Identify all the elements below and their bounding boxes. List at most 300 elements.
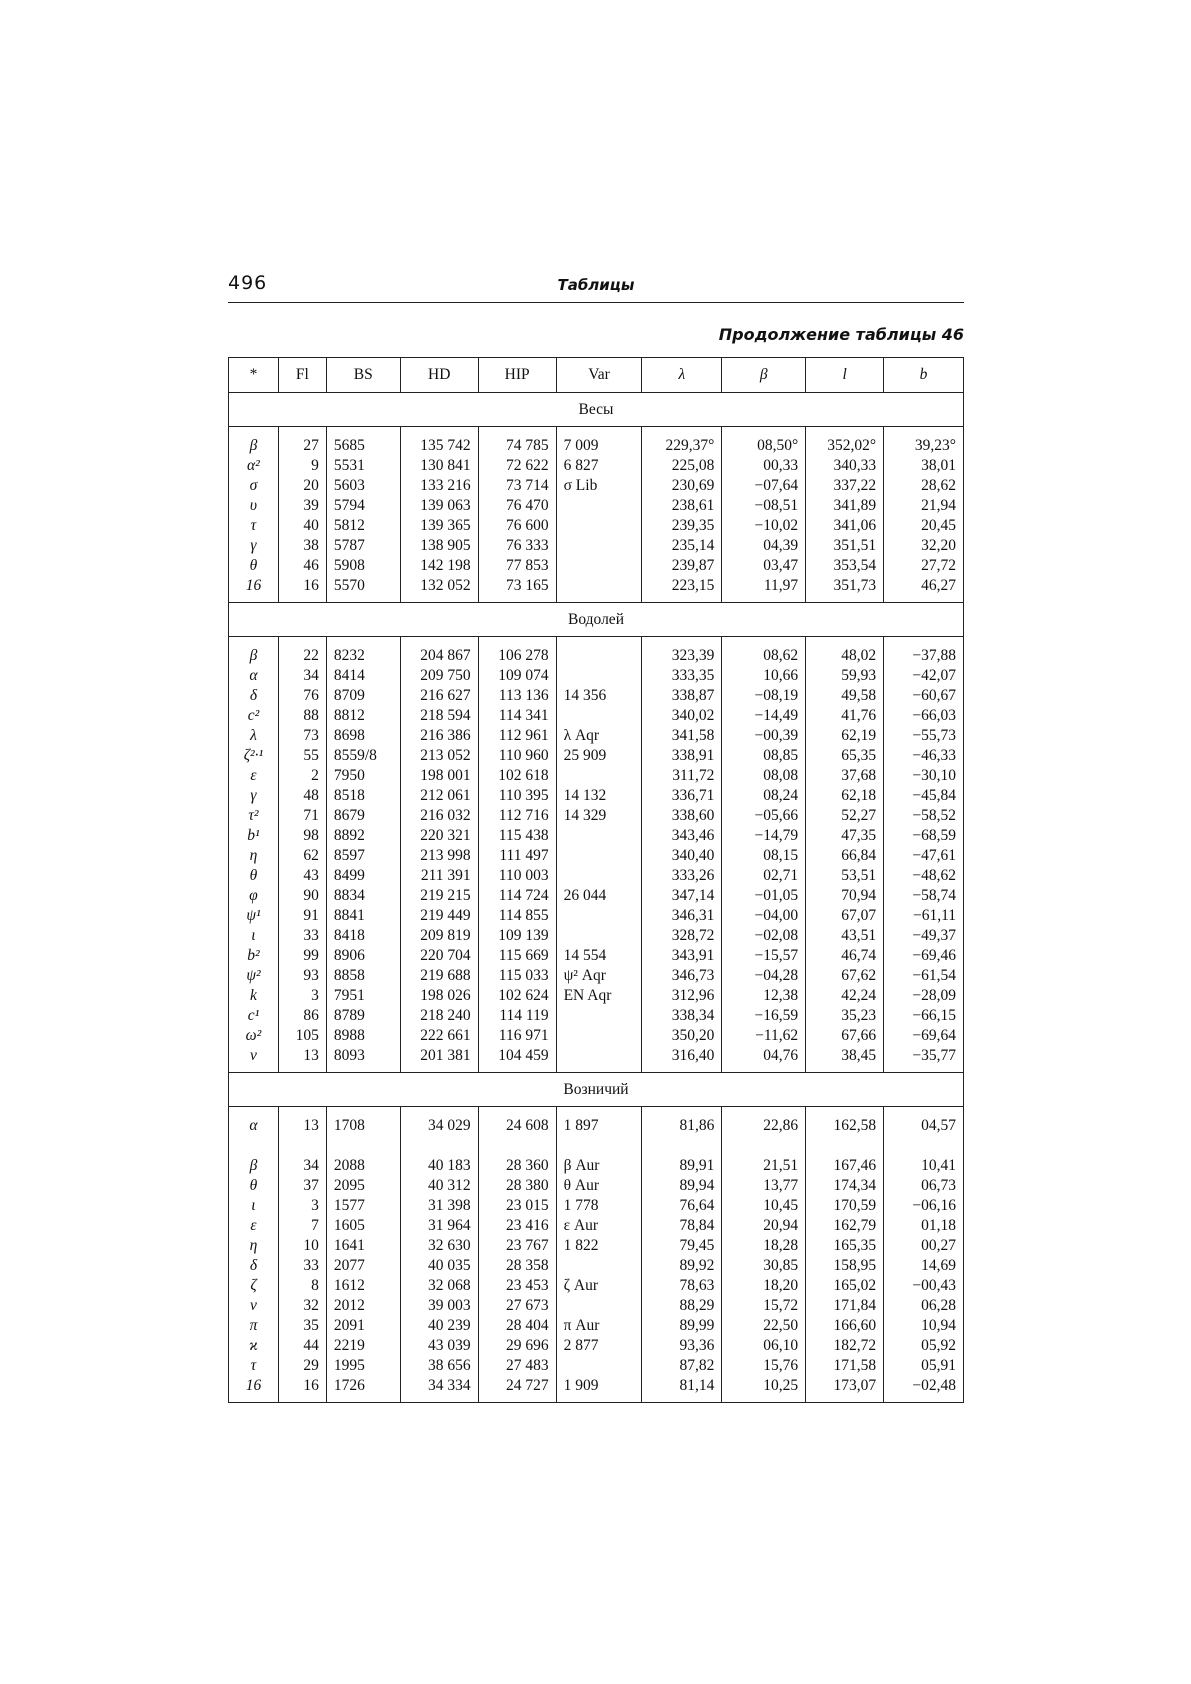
cell-b: −55,73 [884, 726, 964, 746]
cell-lambda: 89,94 [642, 1176, 722, 1196]
table-row [229, 866, 964, 886]
cell-fl: 34 [278, 1136, 326, 1176]
cell-star: α [229, 666, 279, 686]
cell-l: 67,07 [806, 906, 884, 926]
cell-star: σ [229, 476, 279, 496]
cell-beta: 10,25 [722, 1376, 806, 1403]
cell-l: 337,22 [806, 476, 884, 496]
cell-lambda: 323,39 [642, 637, 722, 667]
cell-b: −45,84 [884, 786, 964, 806]
cell-b: −35,77 [884, 1046, 964, 1073]
cell-b: 32,20 [884, 536, 964, 556]
cell-hip: 23 767 [478, 1236, 556, 1256]
cell-hip: 113 136 [478, 686, 556, 706]
cell-b: −00,43 [884, 1276, 964, 1296]
cell-bs: 8679 [326, 806, 400, 826]
cell-bs: 5685 [326, 427, 400, 457]
cell-beta: 11,97 [722, 576, 806, 603]
cell-b: 01,18 [884, 1216, 964, 1236]
cell-fl: 16 [278, 576, 326, 603]
cell-beta: −00,39 [722, 726, 806, 746]
cell-star: α [229, 1107, 279, 1137]
cell-hd: 204 867 [400, 637, 478, 667]
cell-l: 59,93 [806, 666, 884, 686]
cell-var [556, 1356, 642, 1376]
cell-beta: 15,76 [722, 1356, 806, 1376]
table-row [229, 846, 964, 866]
cell-fl: 16 [278, 1376, 326, 1403]
cell-hd: 220 321 [400, 826, 478, 846]
cell-hip: 109 139 [478, 926, 556, 946]
table-row [229, 1026, 964, 1046]
cell-hd: 216 386 [400, 726, 478, 746]
column-header-fl: Fl [278, 358, 326, 393]
column-header-hd: HD [400, 358, 478, 393]
cell-hd: 142 198 [400, 556, 478, 576]
cell-fl: 13 [278, 1107, 326, 1137]
cell-bs: 1641 [326, 1236, 400, 1256]
cell-fl: 9 [278, 456, 326, 476]
table-row [229, 1046, 964, 1073]
cell-star: ν [229, 1046, 279, 1073]
cell-beta: 04,76 [722, 1046, 806, 1073]
table-row [229, 427, 964, 457]
cell-bs: 5908 [326, 556, 400, 576]
cell-lambda: 239,35 [642, 516, 722, 536]
table-row [229, 1356, 964, 1376]
cell-b: −48,62 [884, 866, 964, 886]
cell-l: 165,02 [806, 1276, 884, 1296]
cell-hip: 109 074 [478, 666, 556, 686]
cell-beta: 22,86 [722, 1107, 806, 1137]
cell-hd: 43 039 [400, 1336, 478, 1356]
cell-lambda: 336,71 [642, 786, 722, 806]
cell-star: τ [229, 516, 279, 536]
table-row [229, 1006, 964, 1026]
cell-b: −66,15 [884, 1006, 964, 1026]
cell-lambda: 89,91 [642, 1136, 722, 1176]
cell-var [556, 1006, 642, 1026]
cell-star: ε [229, 1216, 279, 1236]
table-row [229, 726, 964, 746]
cell-bs: 7951 [326, 986, 400, 1006]
cell-fl: 13 [278, 1046, 326, 1073]
cell-lambda: 78,63 [642, 1276, 722, 1296]
cell-bs: 1995 [326, 1356, 400, 1376]
table-row [229, 476, 964, 496]
cell-var: 6 827 [556, 456, 642, 476]
column-header-l: l [806, 358, 884, 393]
cell-bs: 8232 [326, 637, 400, 667]
cell-bs: 8988 [326, 1026, 400, 1046]
cell-lambda: 346,31 [642, 906, 722, 926]
cell-beta: 18,28 [722, 1236, 806, 1256]
cell-l: 41,76 [806, 706, 884, 726]
cell-lambda: 79,45 [642, 1236, 722, 1256]
cell-var [556, 516, 642, 536]
cell-bs: 5812 [326, 516, 400, 536]
table-row [229, 1376, 964, 1403]
cell-hip: 23 015 [478, 1196, 556, 1216]
cell-fl: 91 [278, 906, 326, 926]
cell-l: 42,24 [806, 986, 884, 1006]
cell-fl: 39 [278, 496, 326, 516]
cell-beta: −14,49 [722, 706, 806, 726]
table-row [229, 1107, 964, 1137]
cell-hd: 38 656 [400, 1356, 478, 1376]
cell-hd: 198 001 [400, 766, 478, 786]
cell-var [556, 556, 642, 576]
table-row [229, 886, 964, 906]
running-title: Таблицы [557, 276, 635, 294]
cell-hip: 27 483 [478, 1356, 556, 1376]
cell-l: 173,07 [806, 1376, 884, 1403]
cell-hip: 27 673 [478, 1296, 556, 1316]
cell-b: −06,16 [884, 1196, 964, 1216]
cell-var: 1 909 [556, 1376, 642, 1403]
cell-hip: 102 618 [478, 766, 556, 786]
cell-l: 351,73 [806, 576, 884, 603]
cell-fl: 90 [278, 886, 326, 906]
cell-star: η [229, 1236, 279, 1256]
cell-hip: 24 608 [478, 1107, 556, 1137]
cell-beta: 15,72 [722, 1296, 806, 1316]
table-row [229, 706, 964, 726]
cell-hd: 132 052 [400, 576, 478, 603]
table-row [229, 516, 964, 536]
column-header-bs: BS [326, 358, 400, 393]
cell-beta: −04,28 [722, 966, 806, 986]
cell-hip: 112 961 [478, 726, 556, 746]
cell-hd: 219 215 [400, 886, 478, 906]
cell-beta: 08,24 [722, 786, 806, 806]
cell-hip: 114 855 [478, 906, 556, 926]
cell-b: −60,67 [884, 686, 964, 706]
cell-b: 27,72 [884, 556, 964, 576]
cell-bs: 1612 [326, 1276, 400, 1296]
cell-hd: 39 003 [400, 1296, 478, 1316]
cell-l: 182,72 [806, 1336, 884, 1356]
cell-fl: 20 [278, 476, 326, 496]
cell-var [556, 1046, 642, 1073]
cell-fl: 29 [278, 1356, 326, 1376]
cell-hd: 139 063 [400, 496, 478, 516]
cell-bs: 2088 [326, 1136, 400, 1176]
cell-star: b¹ [229, 826, 279, 846]
cell-star: ϰ [229, 1336, 279, 1356]
cell-fl: 43 [278, 866, 326, 886]
cell-hd: 209 819 [400, 926, 478, 946]
cell-hip: 106 278 [478, 637, 556, 667]
cell-hip: 23 453 [478, 1276, 556, 1296]
cell-b: −42,07 [884, 666, 964, 686]
cell-b: −69,46 [884, 946, 964, 966]
cell-bs: 8093 [326, 1046, 400, 1073]
cell-fl: 105 [278, 1026, 326, 1046]
cell-hd: 32 068 [400, 1276, 478, 1296]
cell-var: 7 009 [556, 427, 642, 457]
cell-hip: 28 360 [478, 1136, 556, 1176]
cell-var [556, 576, 642, 603]
cell-beta: 06,10 [722, 1336, 806, 1356]
cell-hip: 72 622 [478, 456, 556, 476]
cell-fl: 7 [278, 1216, 326, 1236]
cell-l: 48,02 [806, 637, 884, 667]
cell-var: λ Aqr [556, 726, 642, 746]
cell-beta: −16,59 [722, 1006, 806, 1026]
cell-beta: 00,33 [722, 456, 806, 476]
cell-beta: 18,20 [722, 1276, 806, 1296]
cell-lambda: 225,08 [642, 456, 722, 476]
cell-star: β [229, 1136, 279, 1176]
cell-l: 46,74 [806, 946, 884, 966]
cell-bs: 8834 [326, 886, 400, 906]
cell-hip: 115 669 [478, 946, 556, 966]
cell-star: β [229, 637, 279, 667]
cell-l: 162,79 [806, 1216, 884, 1236]
cell-hip: 73 165 [478, 576, 556, 603]
cell-star: β [229, 427, 279, 457]
cell-beta: 12,38 [722, 986, 806, 1006]
cell-beta: −14,79 [722, 826, 806, 846]
table-row [229, 556, 964, 576]
cell-b: −61,11 [884, 906, 964, 926]
cell-star: υ [229, 496, 279, 516]
cell-hip: 28 380 [478, 1176, 556, 1196]
cell-hd: 211 391 [400, 866, 478, 886]
column-header-star: * [229, 358, 279, 393]
cell-beta: 08,85 [722, 746, 806, 766]
cell-hd: 135 742 [400, 427, 478, 457]
cell-lambda: 230,69 [642, 476, 722, 496]
cell-star: ψ² [229, 966, 279, 986]
cell-beta: 04,39 [722, 536, 806, 556]
cell-hd: 213 998 [400, 846, 478, 866]
cell-bs: 8414 [326, 666, 400, 686]
cell-bs: 8812 [326, 706, 400, 726]
cell-l: 49,58 [806, 686, 884, 706]
cell-b: −66,03 [884, 706, 964, 726]
cell-bs: 1708 [326, 1107, 400, 1137]
cell-lambda: 81,14 [642, 1376, 722, 1403]
cell-b: −68,59 [884, 826, 964, 846]
cell-hip: 114 341 [478, 706, 556, 726]
cell-lambda: 238,61 [642, 496, 722, 516]
cell-fl: 73 [278, 726, 326, 746]
cell-hip: 116 971 [478, 1026, 556, 1046]
cell-b: −30,10 [884, 766, 964, 786]
cell-b: 28,62 [884, 476, 964, 496]
cell-bs: 8841 [326, 906, 400, 926]
cell-star: 16 [229, 1376, 279, 1403]
cell-beta: −15,57 [722, 946, 806, 966]
cell-b: 00,27 [884, 1236, 964, 1256]
section-row [229, 1073, 964, 1107]
cell-beta: −08,51 [722, 496, 806, 516]
cell-lambda: 341,58 [642, 726, 722, 746]
table-row [229, 536, 964, 556]
cell-bs: 8559/8 [326, 746, 400, 766]
cell-hip: 114 119 [478, 1006, 556, 1026]
cell-hip: 110 003 [478, 866, 556, 886]
cell-b: −69,64 [884, 1026, 964, 1046]
cell-var: π Aur [556, 1316, 642, 1336]
cell-beta: −11,62 [722, 1026, 806, 1046]
cell-l: 351,51 [806, 536, 884, 556]
cell-var [556, 496, 642, 516]
cell-lambda: 343,46 [642, 826, 722, 846]
cell-star: k [229, 986, 279, 1006]
cell-star: ω² [229, 1026, 279, 1046]
cell-fl: 88 [278, 706, 326, 726]
cell-star: 16 [229, 576, 279, 603]
cell-fl: 86 [278, 1006, 326, 1026]
cell-beta: −10,02 [722, 516, 806, 536]
cell-hd: 218 240 [400, 1006, 478, 1026]
cell-lambda: 328,72 [642, 926, 722, 946]
cell-bs: 2077 [326, 1256, 400, 1276]
cell-fl: 40 [278, 516, 326, 536]
page-number: 496 [228, 272, 268, 294]
table-row [229, 806, 964, 826]
cell-beta: 08,08 [722, 766, 806, 786]
cell-star: τ [229, 1356, 279, 1376]
cell-beta: −01,05 [722, 886, 806, 906]
cell-hip: 111 497 [478, 846, 556, 866]
cell-b: −47,61 [884, 846, 964, 866]
cell-l: 171,84 [806, 1296, 884, 1316]
cell-fl: 32 [278, 1296, 326, 1316]
cell-star: φ [229, 886, 279, 906]
table-row [229, 496, 964, 516]
cell-var: 2 877 [556, 1336, 642, 1356]
cell-b: −28,09 [884, 986, 964, 1006]
cell-b: 06,28 [884, 1296, 964, 1316]
cell-hip: 73 714 [478, 476, 556, 496]
cell-l: 66,84 [806, 846, 884, 866]
cell-hd: 31 398 [400, 1196, 478, 1216]
cell-hip: 24 727 [478, 1376, 556, 1403]
cell-star: ζ²·¹ [229, 746, 279, 766]
cell-beta: 02,71 [722, 866, 806, 886]
table-row [229, 946, 964, 966]
cell-var [556, 826, 642, 846]
cell-star: ζ [229, 1276, 279, 1296]
cell-hd: 34 029 [400, 1107, 478, 1137]
cell-bs: 8789 [326, 1006, 400, 1026]
cell-bs: 5570 [326, 576, 400, 603]
cell-hip: 77 853 [478, 556, 556, 576]
cell-fl: 34 [278, 666, 326, 686]
cell-lambda: 229,37° [642, 427, 722, 457]
cell-bs: 5794 [326, 496, 400, 516]
table-row [229, 786, 964, 806]
cell-beta: 08,62 [722, 637, 806, 667]
cell-hip: 29 696 [478, 1336, 556, 1356]
cell-l: 35,23 [806, 1006, 884, 1026]
cell-beta: −08,19 [722, 686, 806, 706]
cell-l: 52,27 [806, 806, 884, 826]
cell-hd: 209 750 [400, 666, 478, 686]
cell-lambda: 340,40 [642, 846, 722, 866]
cell-hd: 219 688 [400, 966, 478, 986]
cell-hd: 218 594 [400, 706, 478, 726]
cell-hd: 222 661 [400, 1026, 478, 1046]
cell-hd: 40 183 [400, 1136, 478, 1176]
table-row [229, 1276, 964, 1296]
cell-star: τ² [229, 806, 279, 826]
cell-var: θ Aur [556, 1176, 642, 1196]
cell-hd: 40 035 [400, 1256, 478, 1276]
cell-hd: 138 905 [400, 536, 478, 556]
cell-hip: 114 724 [478, 886, 556, 906]
cell-bs: 8597 [326, 846, 400, 866]
cell-l: 166,60 [806, 1316, 884, 1336]
cell-fl: 22 [278, 637, 326, 667]
table-body [229, 393, 964, 1403]
table-row [229, 456, 964, 476]
cell-beta: −04,00 [722, 906, 806, 926]
cell-lambda: 87,82 [642, 1356, 722, 1376]
cell-hip: 23 416 [478, 1216, 556, 1236]
cell-bs: 8892 [326, 826, 400, 846]
cell-fl: 3 [278, 1196, 326, 1216]
cell-var [556, 926, 642, 946]
cell-fl: 8 [278, 1276, 326, 1296]
cell-hip: 74 785 [478, 427, 556, 457]
cell-star: c² [229, 706, 279, 726]
cell-star: α² [229, 456, 279, 476]
cell-star: δ [229, 686, 279, 706]
table-row [229, 1256, 964, 1276]
section-row [229, 393, 964, 427]
cell-l: 67,66 [806, 1026, 884, 1046]
cell-hip: 115 438 [478, 826, 556, 846]
cell-lambda: 338,91 [642, 746, 722, 766]
cell-star: ι [229, 1196, 279, 1216]
cell-var [556, 906, 642, 926]
cell-l: 70,94 [806, 886, 884, 906]
cell-var: ε Aur [556, 1216, 642, 1236]
cell-b: −58,74 [884, 886, 964, 906]
table-row [229, 1296, 964, 1316]
cell-l: 174,34 [806, 1176, 884, 1196]
cell-hd: 133 216 [400, 476, 478, 496]
cell-bs: 2012 [326, 1296, 400, 1316]
cell-bs: 8709 [326, 686, 400, 706]
cell-lambda: 338,34 [642, 1006, 722, 1026]
cell-hd: 216 032 [400, 806, 478, 826]
cell-var: EN Aqr [556, 986, 642, 1006]
cell-hip: 76 470 [478, 496, 556, 516]
cell-hip: 104 459 [478, 1046, 556, 1073]
cell-lambda: 89,92 [642, 1256, 722, 1276]
cell-hd: 216 627 [400, 686, 478, 706]
cell-lambda: 311,72 [642, 766, 722, 786]
cell-b: −37,88 [884, 637, 964, 667]
cell-beta: 22,50 [722, 1316, 806, 1336]
cell-bs: 2095 [326, 1176, 400, 1196]
cell-fl: 33 [278, 926, 326, 946]
column-header-hip: HIP [478, 358, 556, 393]
cell-hip: 76 333 [478, 536, 556, 556]
cell-b: 05,92 [884, 1336, 964, 1356]
cell-star: θ [229, 556, 279, 576]
cell-var: 14 356 [556, 686, 642, 706]
table-row [229, 1336, 964, 1356]
cell-lambda: 239,87 [642, 556, 722, 576]
cell-bs: 5531 [326, 456, 400, 476]
